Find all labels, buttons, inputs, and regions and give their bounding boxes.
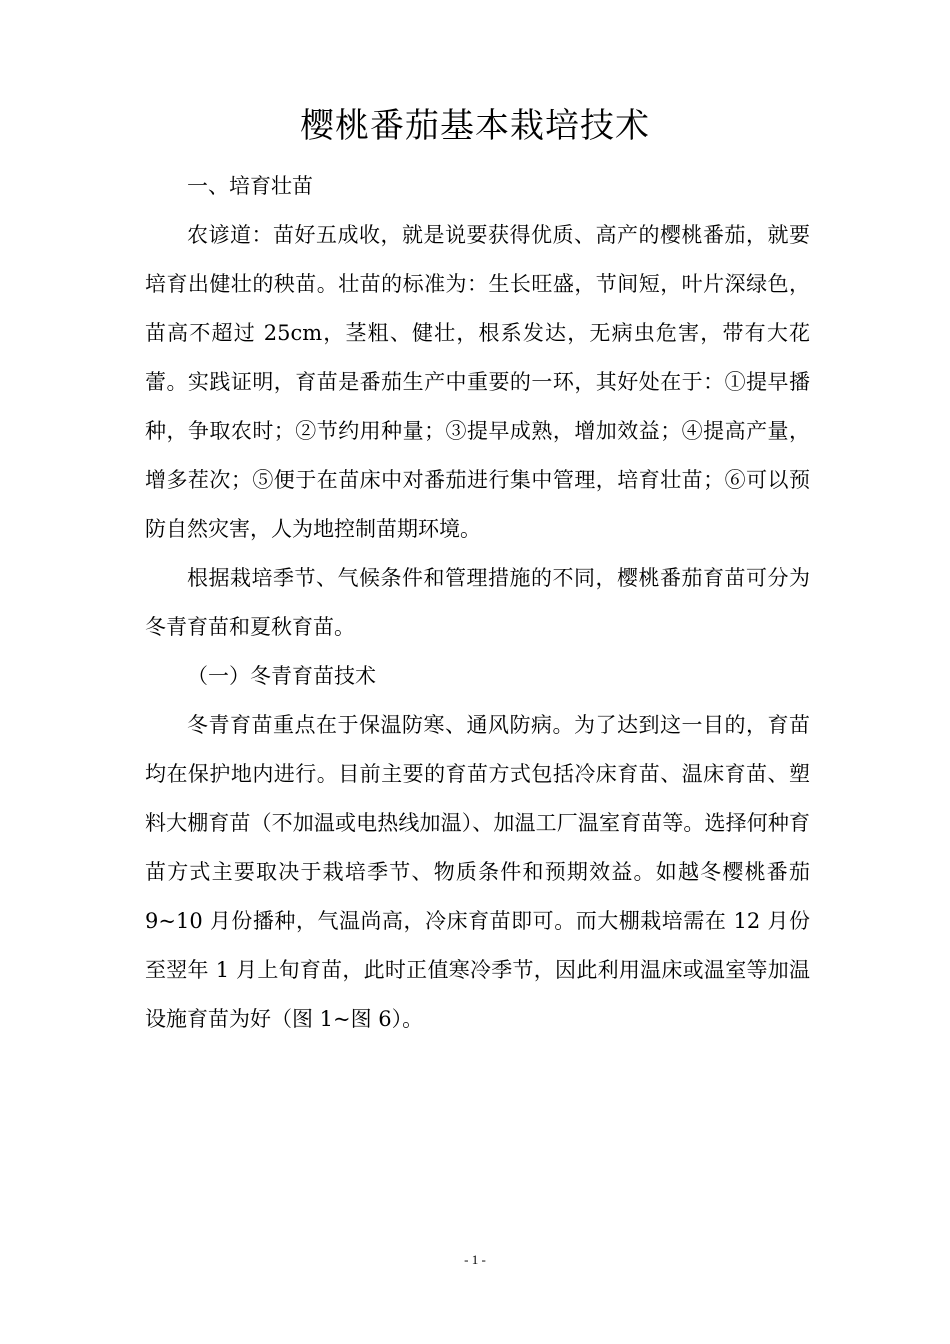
document-body: [145, 162, 810, 1044]
page-number: - 1 -: [464, 1252, 486, 1267]
paragraph: 根据栽培季节、气候条件和管理措施的不同，樱桃番茄育苗可分为冬青育苗和夏秋育苗。: [145, 566, 810, 639]
document-title: 樱桃番茄基本栽培技术: [300, 106, 650, 146]
section-heading: 一、培育壮苗: [187, 174, 313, 198]
paragraph: 农谚道：苗好五成收，就是说要获得优质、高产的樱桃番茄，就要培育出健壮的秧苗。壮苗的标准为：生长旺盛，节间短，叶片深绿色，苗高不超过 25cm，茎粗、健壮，根系发达，无病虫危害，带有大花蕾。实践证明，育苗是番茄生产中重要的一环，其好处在于：①提早播种，争取农时；②节约用种量；③提早成熟，增加效益；④提高产量，增多茬次；⑤便于在苗床中对番茄进行集中管理，培育壮苗；⑥可以预防自然灾害，人为地控制苗期环境。: [145, 223, 810, 541]
subsection-heading: （一）冬青育苗技术: [187, 664, 376, 688]
paragraph: 冬青育苗重点在于保温防寒、通风防病。为了达到这一目的，育苗均在保护地内进行。目前主要的育苗方式包括冷床育苗、温床育苗、塑料大棚育苗（不加温或电热线加温）、加温工厂温室育苗等。选择何种育苗方式主要取决于栽培季节、物质条件和预期效益。如越冬樱桃番茄 9~10 月份播种，气温尚高，冷床育苗即可。而大棚栽培需在 12 月份至翌年 1 月上旬育苗，此时正值寒冷季节，因此利用温床或温室等加温设施育苗为好（图 1~图 6）。: [145, 713, 810, 1031]
